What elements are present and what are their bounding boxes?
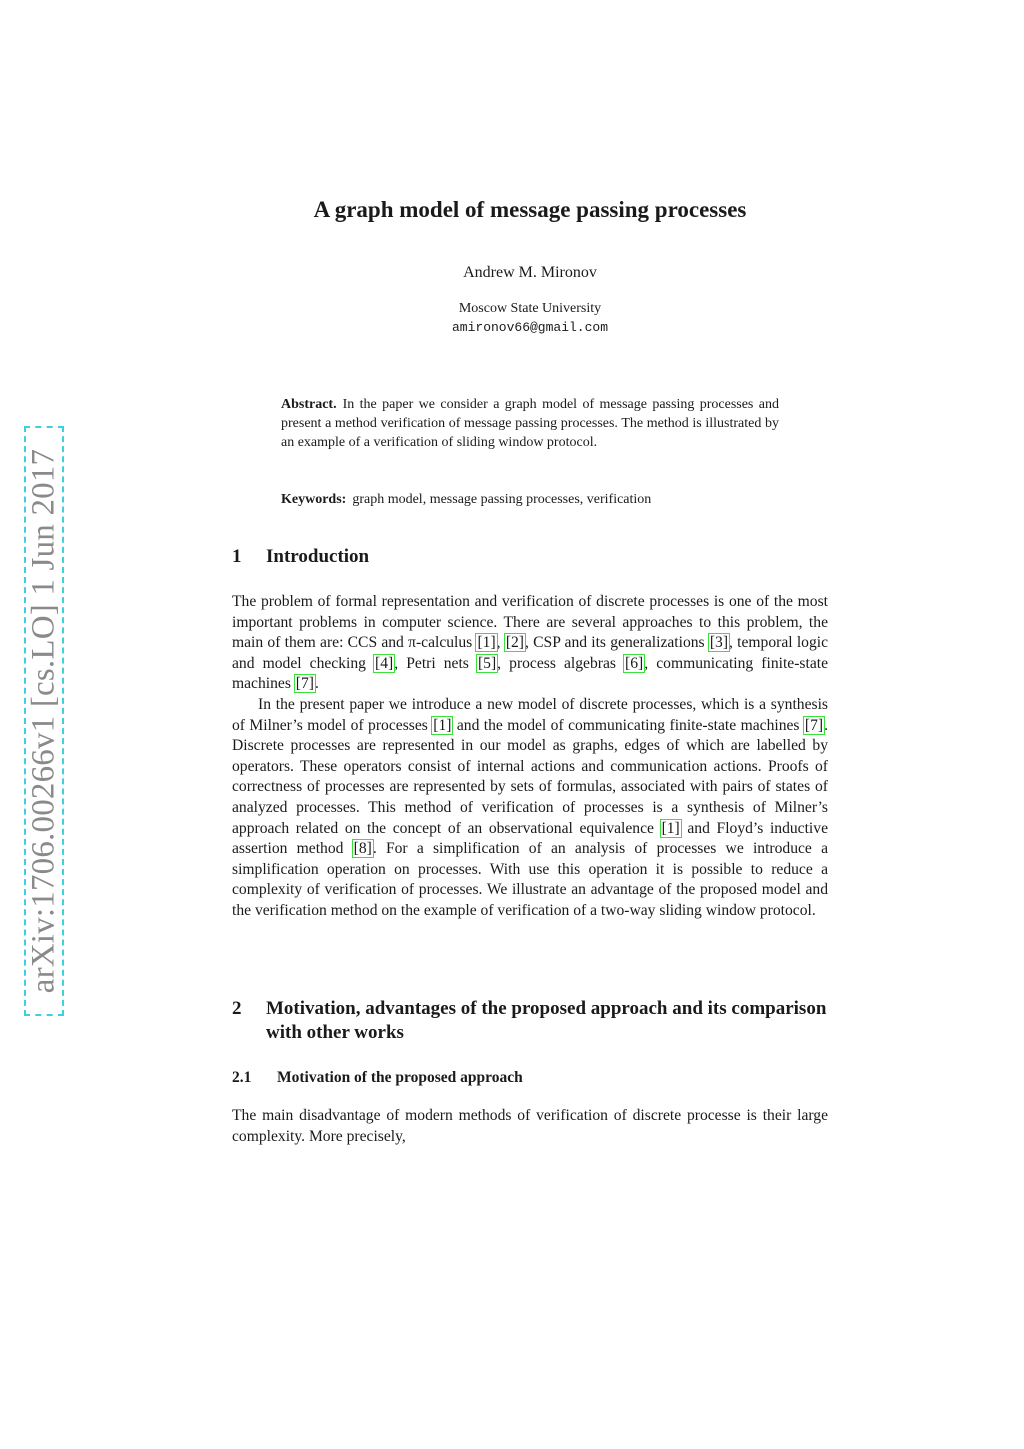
motivation-paragraph: The main disadvantage of modern methods of verification of discrete processe is their large complexity. More precisely, <box>232 1107 828 1145</box>
section-2-heading <box>232 997 828 1045</box>
keywords <box>281 490 779 509</box>
citation-link[interactable]: [1] <box>661 819 680 837</box>
abstract-text: In the paper we consider a graph model of message passing processes and present a method verification of message passing processes. The method is illustrated by an example of a verification of sliding window protocol. <box>281 397 779 450</box>
intro-paragraph-1: The problem of formal representation and verification of discrete processes is one of the most important problems in computer science. There are several approaches to this problem, the main of them are: CCS and π-calculus [1], [2], CSP and its generalizations [3], temporal logic and model checking [4], Petri nets [5], process algebras [6], communicating finite-state machines [7]. <box>232 593 829 693</box>
citation-link[interactable]: [5] <box>477 654 497 672</box>
subsection-2-1-heading <box>232 1069 828 1087</box>
citation-link[interactable]: [7] <box>295 675 314 693</box>
arxiv-identifier: arXiv:1706.00266v1 [cs.LO] 1 Jun 2017 <box>25 448 62 994</box>
citation-link[interactable]: [7] <box>804 716 824 734</box>
section-number: 2 <box>232 998 242 1019</box>
citation-link[interactable]: [2] <box>505 634 524 652</box>
section-1-heading <box>232 545 828 569</box>
abstract-label: Abstract. <box>281 397 337 412</box>
section-title: Introduction <box>266 546 370 567</box>
keywords-text: graph model, message passing processes, verification <box>352 492 652 507</box>
paper-title: A graph model of message passing processes <box>313 197 747 222</box>
author-email: amironov66@gmail.com <box>451 320 609 335</box>
citation-link[interactable]: [8] <box>353 840 372 858</box>
section-number: 1 <box>232 546 242 567</box>
keywords-label: Keywords: <box>281 492 347 507</box>
subsection-title: Motivation of the proposed approach <box>277 1069 523 1086</box>
citation-link[interactable]: [4] <box>375 654 394 672</box>
citation-link[interactable]: [3] <box>709 634 729 652</box>
citation-link[interactable]: [6] <box>625 654 644 672</box>
subsection-number: 2.1 <box>232 1069 252 1086</box>
section-title: Motivation, advantages of the proposed approach and its comparison with other works <box>266 998 827 1043</box>
author-name: Andrew M. Mironov <box>463 264 597 281</box>
citation-link[interactable]: [1] <box>477 634 496 652</box>
abstract <box>281 395 779 452</box>
citation-link[interactable]: [1] <box>433 716 452 734</box>
author-affiliation: Moscow State University <box>458 301 602 316</box>
intro-paragraph-2: In the present paper we introduce a new model of discrete processes, which is a synthesis of Milner’s model of processes [1] and the model of communicating finite-state machines [7]. Discrete processes are represented in our model as graphs, edges of which are labelled by operators. These operators consist of internal actions and communication actions. Proofs of correctness of processes are represented by sets of formulas, associated with pairs of states of analyzed processes. This method of verification of processes is a synthesis of Milner’s approach related on the concept of an observational equivalence [1] and Floyd’s inductive assertion method [8]. For a simplification of an analysis of processes we introduce a simplification operation on processes. With use this operation it is possible to reduce a complexity of verification of processes. We illustrate an advantage of the proposed model and the verification method on the example of verification of a two-way sliding window protocol. <box>232 696 829 919</box>
arxiv-identifier-stamp <box>24 426 64 1016</box>
